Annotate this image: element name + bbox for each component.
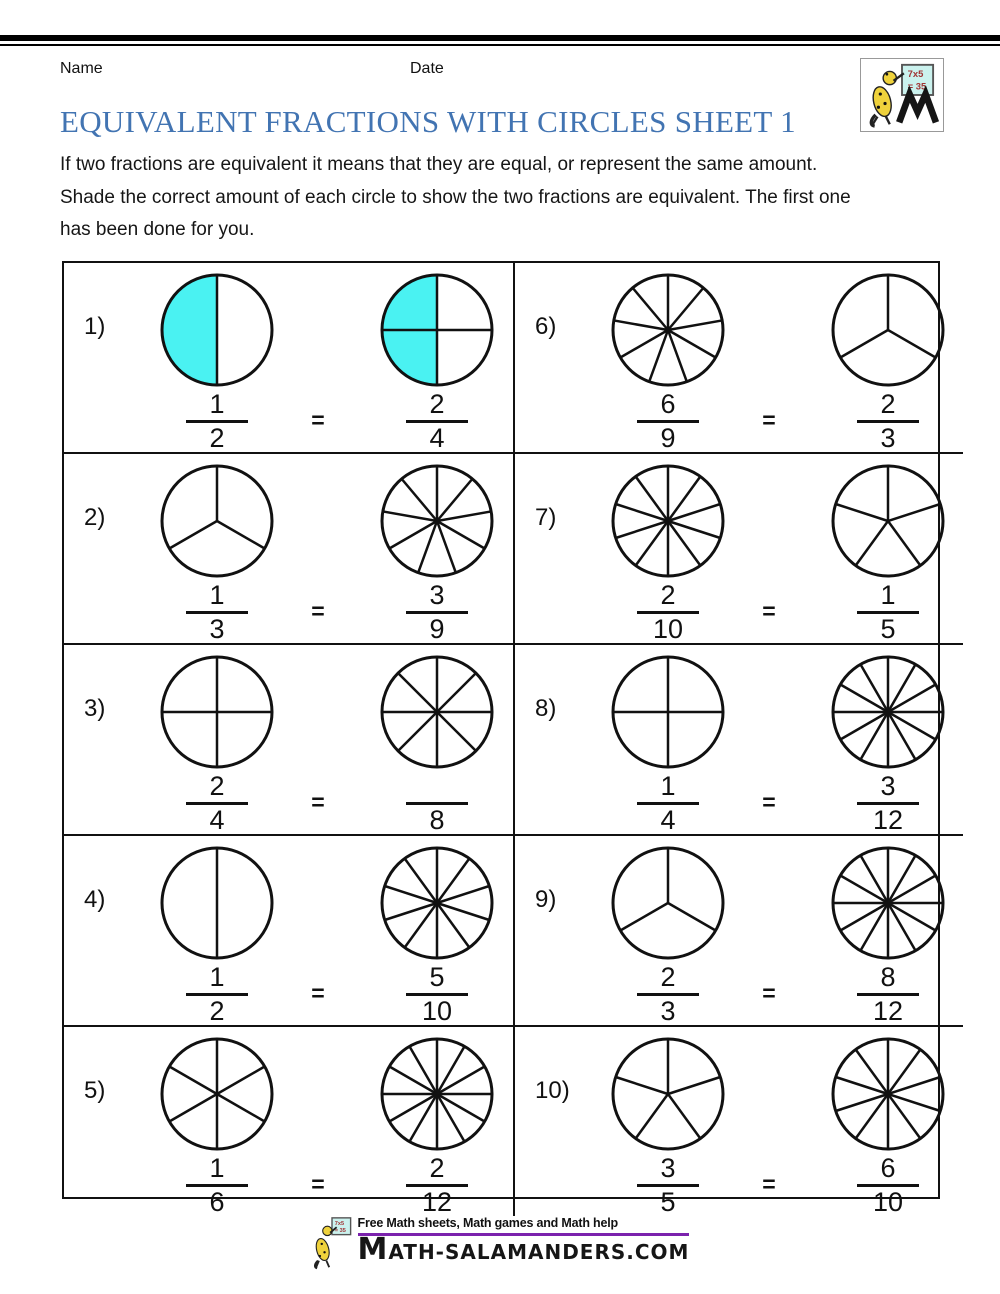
fraction-circle-left — [157, 461, 277, 581]
badge-expression-bottom: = 35 — [907, 80, 927, 92]
fraction-numerator: 3 — [660, 1153, 676, 1183]
fraction-circle-left — [157, 843, 277, 963]
fraction-denominator: 12 — [872, 805, 904, 835]
problem-number: 10) — [535, 1077, 570, 1104]
problem-number: 2) — [84, 504, 106, 531]
problem-right-group — [362, 652, 512, 834]
problem-cell-9 — [515, 836, 963, 1027]
equals-sign: = — [311, 980, 325, 1006]
fraction-circle-left — [608, 270, 728, 390]
fraction-denominator: 8 — [429, 805, 445, 835]
name-label: Name — [60, 60, 103, 77]
problem-cell-5 — [64, 1027, 515, 1216]
fraction-left — [186, 582, 248, 643]
fraction-numerator: 5 — [429, 962, 445, 992]
equals-sign: = — [762, 789, 776, 815]
equals-sign: = — [311, 789, 325, 815]
fraction-right — [857, 1155, 919, 1216]
fraction-circle-right — [377, 270, 497, 390]
instructions-line-2: Shade the correct amount of each circle to show the two fractions are equivalent. The first one — [60, 186, 851, 208]
problem-number: 3) — [84, 695, 106, 722]
problem-left-group — [593, 270, 743, 452]
fraction-denominator: 2 — [209, 996, 225, 1026]
problem-number: 4) — [84, 886, 106, 913]
problem-number: 1) — [84, 313, 106, 340]
fraction-numerator-blank[interactable] — [432, 773, 442, 800]
problem-number: 7) — [535, 504, 557, 531]
fraction-left — [637, 1155, 699, 1216]
fraction-numerator: 1 — [209, 962, 225, 992]
worksheet-table — [62, 261, 940, 1217]
problem-left-group — [142, 843, 292, 1025]
fraction-right — [857, 391, 919, 452]
fraction-numerator: 1 — [209, 1153, 225, 1183]
problem-cell-6 — [515, 263, 963, 454]
fraction-numerator: 1 — [660, 771, 676, 801]
fraction-circle-left — [608, 843, 728, 963]
fraction-left — [637, 964, 699, 1025]
problem-right-group — [813, 843, 963, 1025]
fraction-denominator: 10 — [872, 1187, 904, 1217]
problem-right-group — [362, 843, 512, 1025]
fraction-left — [186, 1155, 248, 1216]
fraction-left — [637, 391, 699, 452]
fraction-circle-right — [828, 843, 948, 963]
fraction-right — [406, 964, 468, 1025]
fraction-circle-left — [157, 270, 277, 390]
math-salamanders-badge — [860, 58, 944, 132]
fraction-right — [406, 582, 468, 643]
problem-left-group — [142, 1034, 292, 1216]
fraction-numerator: 8 — [880, 962, 896, 992]
fraction-numerator: 3 — [429, 580, 445, 610]
fraction-circle-left — [157, 1034, 277, 1154]
equals-sign: = — [311, 407, 325, 433]
problem-cell-10 — [515, 1027, 963, 1216]
fraction-numerator: 1 — [880, 580, 896, 610]
problem-right-group — [362, 461, 512, 643]
fraction-numerator: 3 — [880, 771, 896, 801]
fraction-right — [406, 1155, 468, 1216]
problem-right-group — [362, 270, 512, 452]
fraction-circle-right — [828, 1034, 948, 1154]
fraction-numerator: 6 — [880, 1153, 896, 1183]
fraction-circle-right — [377, 652, 497, 772]
m-glyph — [899, 94, 936, 122]
fraction-numerator: 1 — [209, 580, 225, 610]
fraction-circle-right — [377, 843, 497, 963]
equals-sign: = — [762, 980, 776, 1006]
fraction-denominator: 12 — [421, 1187, 453, 1217]
problem-number: 9) — [535, 886, 557, 913]
date-label: Date — [410, 60, 444, 77]
footer-salamander-icon — [311, 1216, 353, 1270]
fraction-numerator: 2 — [880, 389, 896, 419]
fraction-denominator: 12 — [872, 996, 904, 1026]
problem-number: 6) — [535, 313, 557, 340]
problem-right-group — [813, 461, 963, 643]
fraction-numerator: 2 — [209, 771, 225, 801]
badge-expression-top: 7x5 — [907, 68, 924, 80]
fraction-denominator: 6 — [209, 1187, 225, 1217]
salamander-logo-icon — [864, 62, 940, 128]
footer-tagline: Free Math sheets, Math games and Math help — [357, 1216, 618, 1230]
fraction-denominator: 3 — [660, 996, 676, 1026]
fraction-denominator: 4 — [209, 805, 225, 835]
problem-left-group — [593, 843, 743, 1025]
problem-left-group — [142, 270, 292, 452]
fraction-left — [186, 964, 248, 1025]
svg-text:= 35: = 35 — [334, 1227, 346, 1234]
fraction-denominator: 3 — [209, 614, 225, 644]
problem-cell-7 — [515, 454, 963, 645]
equals-sign: = — [311, 598, 325, 624]
problem-cell-3 — [64, 645, 515, 836]
fraction-circle-right — [828, 461, 948, 581]
fraction-circle-right — [828, 270, 948, 390]
problem-left-group — [142, 461, 292, 643]
footer-text — [358, 1216, 690, 1266]
fraction-left — [186, 773, 248, 834]
fraction-left — [637, 582, 699, 643]
fraction-numerator: 1 — [209, 389, 225, 419]
equals-sign: = — [762, 407, 776, 433]
problem-cell-1 — [64, 263, 515, 454]
page-title: EQUIVALENT FRACTIONS WITH CIRCLES SHEET 1 — [60, 104, 796, 139]
svg-text:7x5: 7x5 — [334, 1220, 344, 1227]
problem-cell-8 — [515, 645, 963, 836]
problem-left-group — [593, 1034, 743, 1216]
fraction-right — [857, 964, 919, 1025]
fraction-left — [637, 773, 699, 834]
fraction-denominator: 10 — [421, 996, 453, 1026]
fraction-denominator: 9 — [660, 423, 676, 453]
equals-sign: = — [762, 598, 776, 624]
fraction-right — [406, 773, 468, 834]
fraction-denominator: 5 — [660, 1187, 676, 1217]
fraction-right — [406, 391, 468, 452]
problem-number: 8) — [535, 695, 557, 722]
problem-left-group — [593, 652, 743, 834]
top-rule-thick — [0, 35, 1000, 41]
problem-cell-2 — [64, 454, 515, 645]
fraction-denominator: 4 — [660, 805, 676, 835]
fraction-right — [857, 582, 919, 643]
fraction-circle-right — [377, 1034, 497, 1154]
fraction-numerator: 2 — [660, 580, 676, 610]
fraction-circle-right — [828, 652, 948, 772]
fraction-circle-left — [608, 652, 728, 772]
fraction-numerator: 2 — [660, 962, 676, 992]
fraction-left — [186, 391, 248, 452]
fraction-right — [857, 773, 919, 834]
fraction-denominator: 2 — [209, 423, 225, 453]
fraction-circle-left — [608, 461, 728, 581]
top-rule-thin — [0, 44, 1000, 46]
fraction-denominator: 5 — [880, 614, 896, 644]
footer-site-name: MATH-SALAMANDERS.COM — [357, 1232, 690, 1267]
problem-number: 5) — [84, 1077, 106, 1104]
problem-right-group — [813, 270, 963, 452]
instructions-line-3: has been done for you. — [60, 219, 255, 240]
fraction-denominator: 10 — [652, 614, 684, 644]
problem-cell-4 — [64, 836, 515, 1027]
instructions — [60, 149, 955, 247]
footer-logo — [0, 1216, 1000, 1270]
fraction-denominator: 4 — [429, 423, 445, 453]
fraction-denominator: 3 — [880, 423, 896, 453]
fraction-denominator: 9 — [429, 614, 445, 644]
problem-left-group — [593, 461, 743, 643]
problem-left-group — [142, 652, 292, 834]
equals-sign: = — [762, 1171, 776, 1197]
fraction-numerator: 6 — [660, 389, 676, 419]
instructions-line-1: If two fractions are equivalent it means that they are equal, or represent the same amount. — [60, 154, 818, 175]
fraction-numerator: 2 — [429, 389, 445, 419]
problem-right-group — [813, 1034, 963, 1216]
fraction-circle-left — [157, 652, 277, 772]
fraction-circle-left — [608, 1034, 728, 1154]
fraction-circle-right — [377, 461, 497, 581]
problem-right-group — [813, 652, 963, 834]
equals-sign: = — [311, 1171, 325, 1197]
fraction-numerator: 2 — [429, 1153, 445, 1183]
problem-right-group — [362, 1034, 512, 1216]
